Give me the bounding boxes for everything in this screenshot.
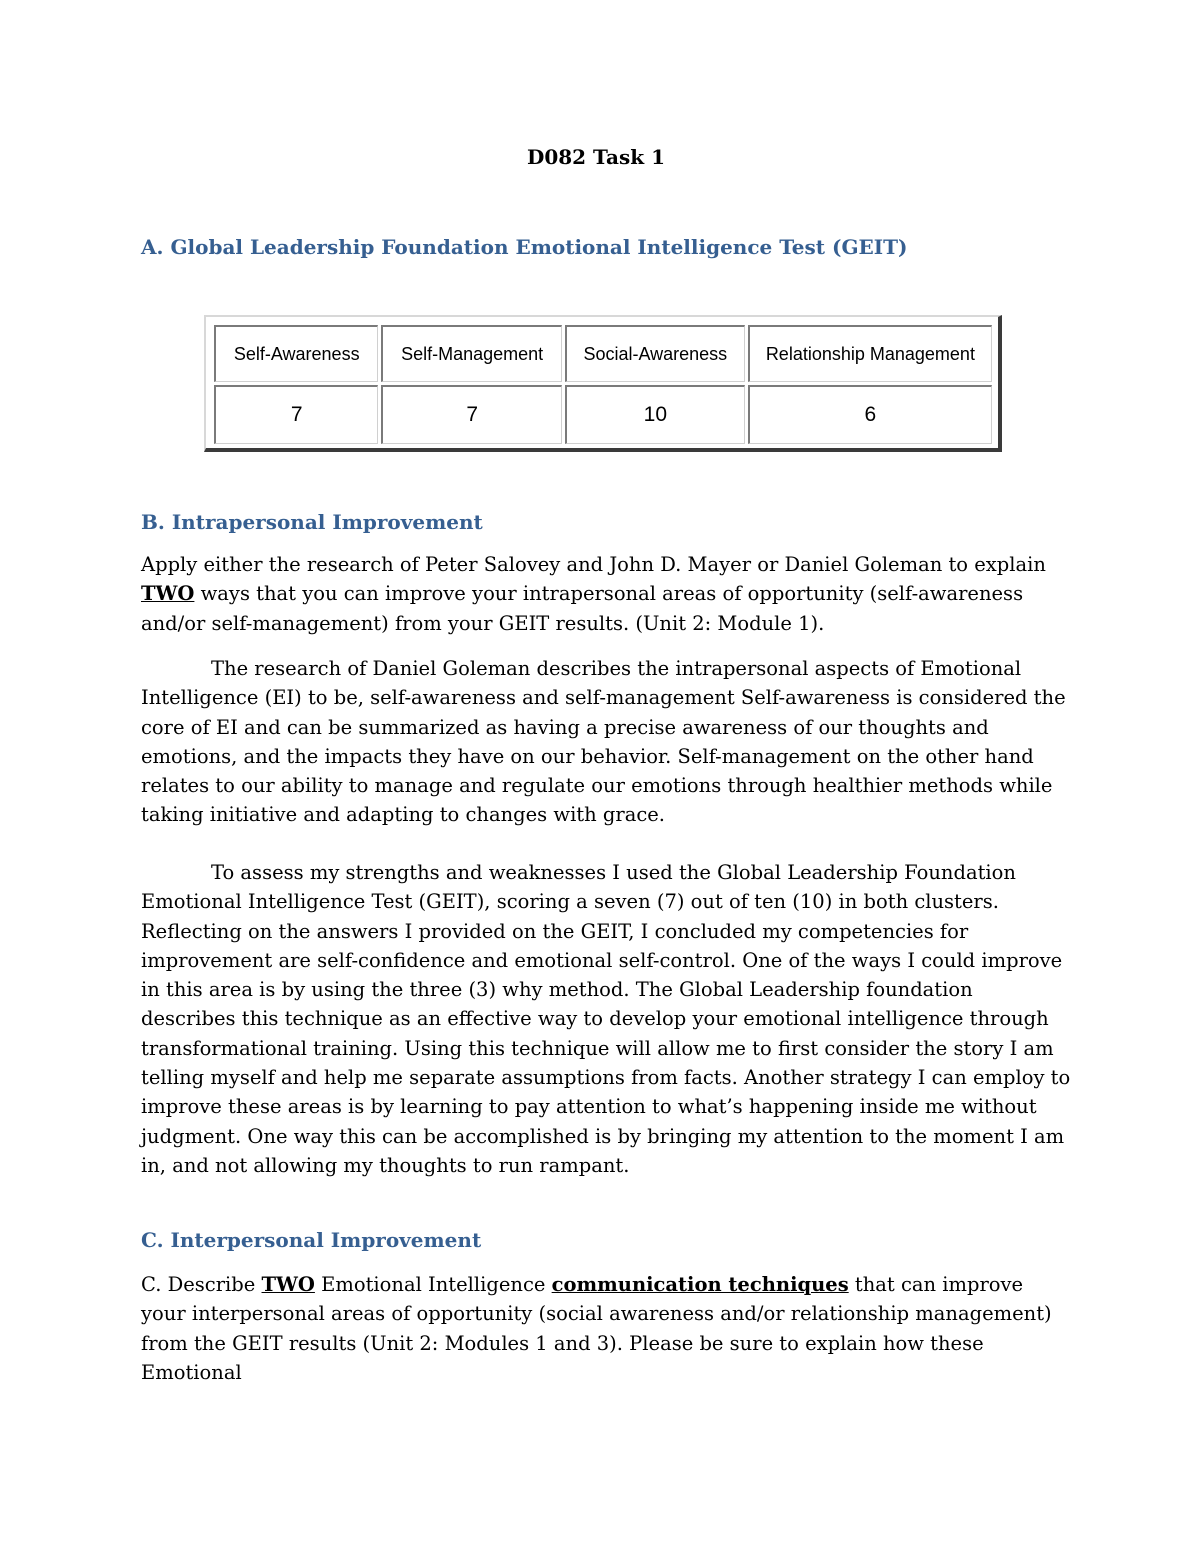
section-b-heading: B. Intrapersonal Improvement xyxy=(141,510,483,534)
prompt-text: C. Describe xyxy=(141,1273,256,1296)
header-social-awareness: Social-Awareness xyxy=(565,325,745,382)
paragraph-text: The research of Daniel Goleman describes the intrapersonal aspects of Emotional Intelligence (EI) to be, self-awareness and self-management Self-awareness is considered the core of EI and can be summarized as having a precise awareness of our thoughts and emotions, and the impacts they have on our behavior. Self-management on the other hand relates to our ability to manage and regulate our emotions through healthier methods while taking initiative and adapting to changes with grace. xyxy=(141,657,1066,827)
section-b-paragraph-1 xyxy=(141,654,1071,830)
score-relationship-management: 6 xyxy=(748,385,992,444)
header-relationship-management: Relationship Management xyxy=(748,325,992,382)
score-self-management: 7 xyxy=(381,385,561,444)
table-score-row xyxy=(214,385,992,444)
table-header-row xyxy=(214,325,992,382)
prompt-emphasis: TWO xyxy=(141,582,195,606)
section-a-heading: A. Global Leadership Foundation Emotional Intelligence Test (GEIT) xyxy=(141,235,908,259)
score-self-awareness: 7 xyxy=(214,385,378,444)
prompt-text: Emotional Intelligence xyxy=(321,1273,546,1296)
prompt-text: that can improve your interpersonal areas of opportunity (social awareness and/or relationship management) from the GEIT results (Unit 2: Modules 1 and 3). Please be sure to explain how these Emotional xyxy=(141,1273,1052,1384)
header-self-management: Self-Management xyxy=(381,325,561,382)
geit-score-table xyxy=(204,315,1002,452)
section-c-heading: C. Interpersonal Improvement xyxy=(141,1228,482,1252)
prompt-text: ways that you can improve your intrapersonal areas of opportunity (self-awareness and/or self-management) from your GEIT results. (Unit 2: Module 1). xyxy=(141,582,1024,635)
prompt-emphasis: TWO xyxy=(261,1273,315,1296)
section-c-prompt xyxy=(141,1270,1071,1387)
section-b-paragraph-2 xyxy=(141,858,1071,1180)
prompt-text: Apply either the research of Peter Salovey and John D. Mayer or Daniel Goleman to explain xyxy=(141,553,1046,576)
section-b-prompt xyxy=(141,550,1071,638)
document-title: D082 Task 1 xyxy=(527,145,665,169)
score-social-awareness: 10 xyxy=(565,385,745,444)
header-self-awareness: Self-Awareness xyxy=(214,325,378,382)
paragraph-text: To assess my strengths and weaknesses I used the Global Leadership Foundation Emotional Intelligence Test (GEIT), scoring a seven (7) out of ten (10) in both clusters. Reflecting on the answers I provided on the GEIT, I concluded my competencies for improvement are self-confidence and emotional self-control. One of the ways I could improve in this area is by using the three (3) why method. The Global Leadership foundation describes this technique as an effective way to develop your emotional intelligence through transformational training. Using this technique will allow me to first consider the story I am telling myself and help me separate assumptions from facts. Another strategy I can employ to improve these areas is by learning to pay attention to what’s happening inside me without judgment. One way this can be accomplished is by bringing my attention to the moment I am in, and not allowing my thoughts to run rampant. xyxy=(141,861,1071,1177)
prompt-emphasis: communication techniques xyxy=(551,1273,849,1296)
